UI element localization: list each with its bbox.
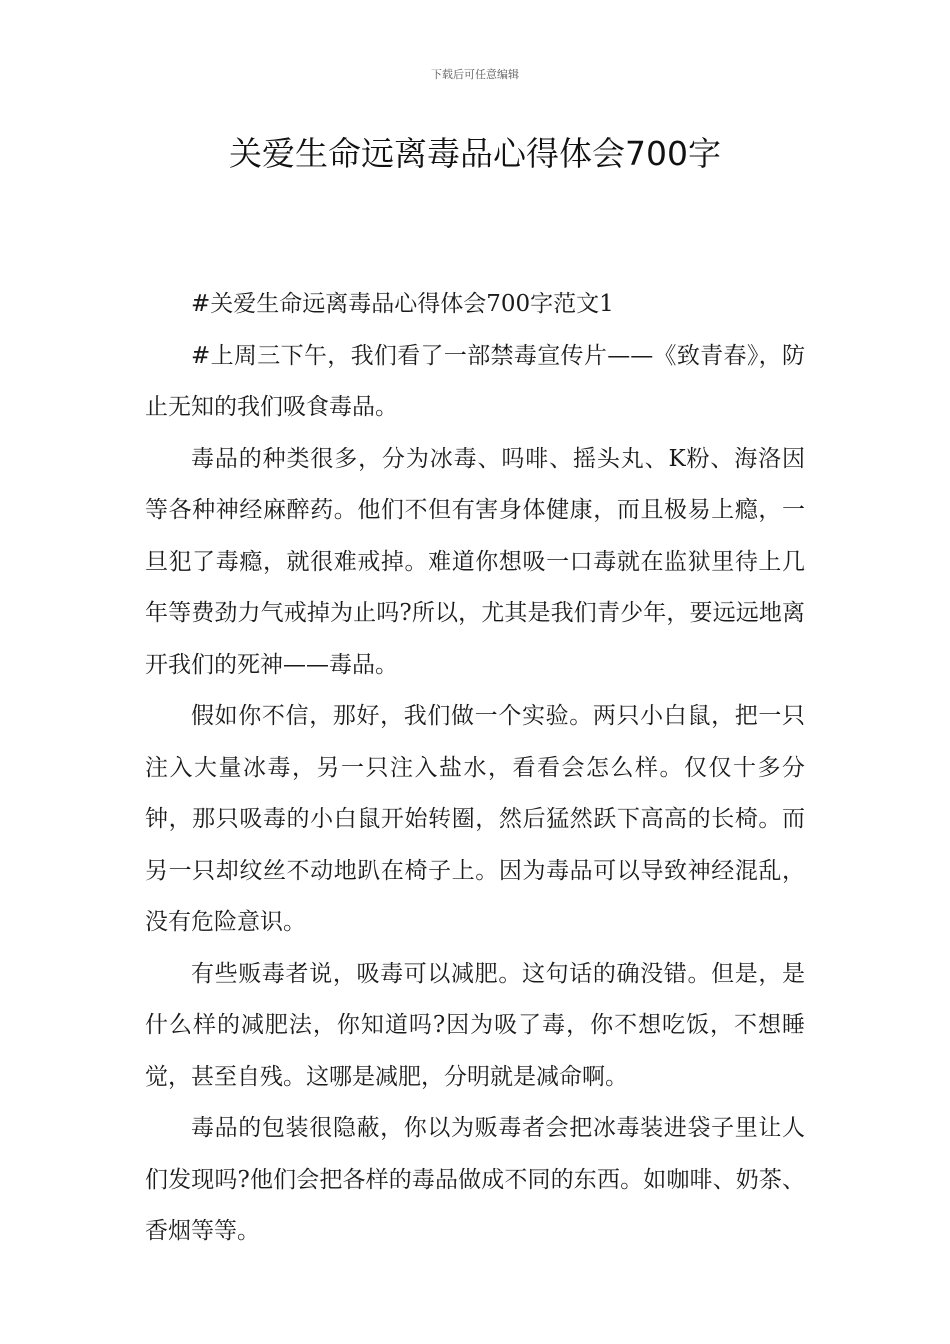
paragraph: 毒品的种类很多，分为冰毒、吗啡、摇头丸、K粉、海洛因等各种神经麻醉药。他们不但有害身体健康，而且极易上瘾，一旦犯了毒瘾，就很难戒掉。难道你想吸一口毒就在监狱里待上几年等费劲力气戒掉为止吗?所以，尤其是我们青少年，要远远地离开我们的死神——毒品。 (145, 445, 805, 678)
paragraph: 假如你不信，那好，我们做一个实验。两只小白鼠，把一只注入大量冰毒，另一只注入盐水，看看会怎么样。仅仅十多分钟，那只吸毒的小白鼠开始转圈，然后猛然跃下高高的长椅。而另一只却纹丝不动地趴在椅子上。因为毒品可以导致神经混乱，没有危险意识。 (145, 703, 805, 935)
document-title: 关爱生命远离毒品心得体会700字 (229, 134, 721, 173)
document-body (145, 279, 805, 1258)
paragraph: #上周三下午，我们看了一部禁毒宣传片——《致青春》，防止无知的我们吸食毒品。 (145, 342, 805, 420)
paragraph: 毒品的包装很隐蔽，你以为贩毒者会把冰毒装进袋子里让人们发现吗?他们会把各样的毒品做成不同的东西。如咖啡、奶茶、香烟等等。 (145, 1115, 805, 1244)
header-note: 下载后可任意编辑 (431, 68, 519, 81)
paragraph: 有些贩毒者说，吸毒可以减肥。这句话的确没错。但是，是什么样的减肥法，你知道吗?因为吸了毒，你不想吃饭，不想睡觉，甚至自残。这哪是减肥，分明就是减命啊。 (145, 960, 805, 1090)
paragraph-subtitle: #关爱生命远离毒品心得体会700字范文1 (191, 291, 614, 317)
